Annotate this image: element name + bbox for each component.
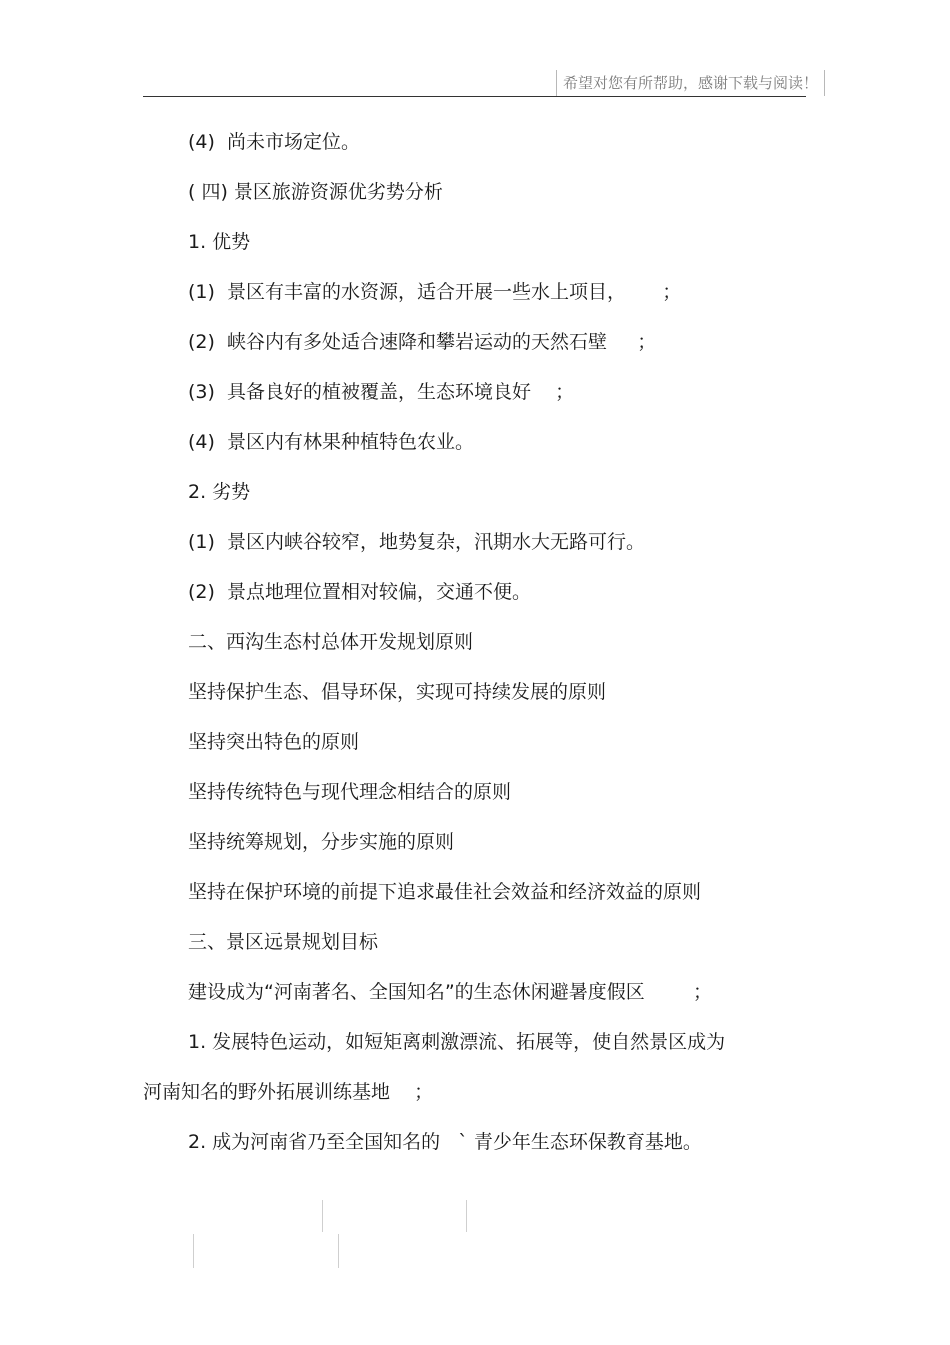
- body-line: 河南知名的野外拓展训练基地 ；: [143, 1081, 434, 1103]
- body-line: (2) 景点地理位置相对较偏，交通不便。: [188, 581, 531, 603]
- table-border-fragment: [322, 1200, 323, 1232]
- header-rule: [143, 96, 806, 97]
- body-line: (1) 景区有丰富的水资源，适合开展一些水上项目， ；: [188, 281, 682, 303]
- subheading: 1. 优势: [188, 231, 251, 253]
- body-line: 坚持传统特色与现代理念相结合的原则: [188, 781, 512, 803]
- body-line: (1) 景区内峡谷较窄，地势复杂，汛期水大无路可行。: [188, 531, 645, 553]
- section-heading: ( 四) 景区旅游资源优劣势分析: [188, 181, 443, 203]
- subheading: 2. 劣势: [188, 481, 251, 503]
- body-line: (4) 景区内有林果种植特色农业。: [188, 431, 474, 453]
- table-border-fragment: [193, 1234, 194, 1268]
- body-line: 建设成为“河南著名、全国知名”的生态休闲避暑度假区 ；: [188, 981, 713, 1003]
- body-line: 坚持统筹规划，分步实施的原则: [188, 831, 455, 853]
- body-line: (4) 尚未市场定位。: [188, 131, 360, 153]
- body-line: 坚持突出特色的原则: [188, 731, 360, 753]
- body-line: 1. 发展特色运动，如短矩离刺激漂流、拓展等，使自然景区成为: [188, 1031, 726, 1053]
- section-heading: 三、景区远景规划目标: [188, 931, 379, 953]
- section-heading: 二、西沟生态村总体开发规划原则: [188, 631, 474, 653]
- body-line: 坚持保护生态、倡导环保，实现可持续发展的原则: [188, 681, 607, 703]
- body-line: (3) 具备良好的植被覆盖，生态环境良好 ；: [188, 381, 575, 403]
- body-line: 坚持在保护环境的前提下追求最佳社会效益和经济效益的原则: [188, 881, 702, 903]
- table-border-fragment: [338, 1234, 339, 1268]
- body-line: 2. 成为河南省乃至全国知名的 ` 青少年生态环保教育基地。: [188, 1131, 702, 1153]
- body-line: (2) 峡谷内有多处适合速降和攀岩运动的天然石壁 ；: [188, 331, 657, 353]
- table-border-fragment: [466, 1200, 467, 1232]
- header-note: 希望对您有所帮助，感谢下载与阅读！: [556, 70, 825, 96]
